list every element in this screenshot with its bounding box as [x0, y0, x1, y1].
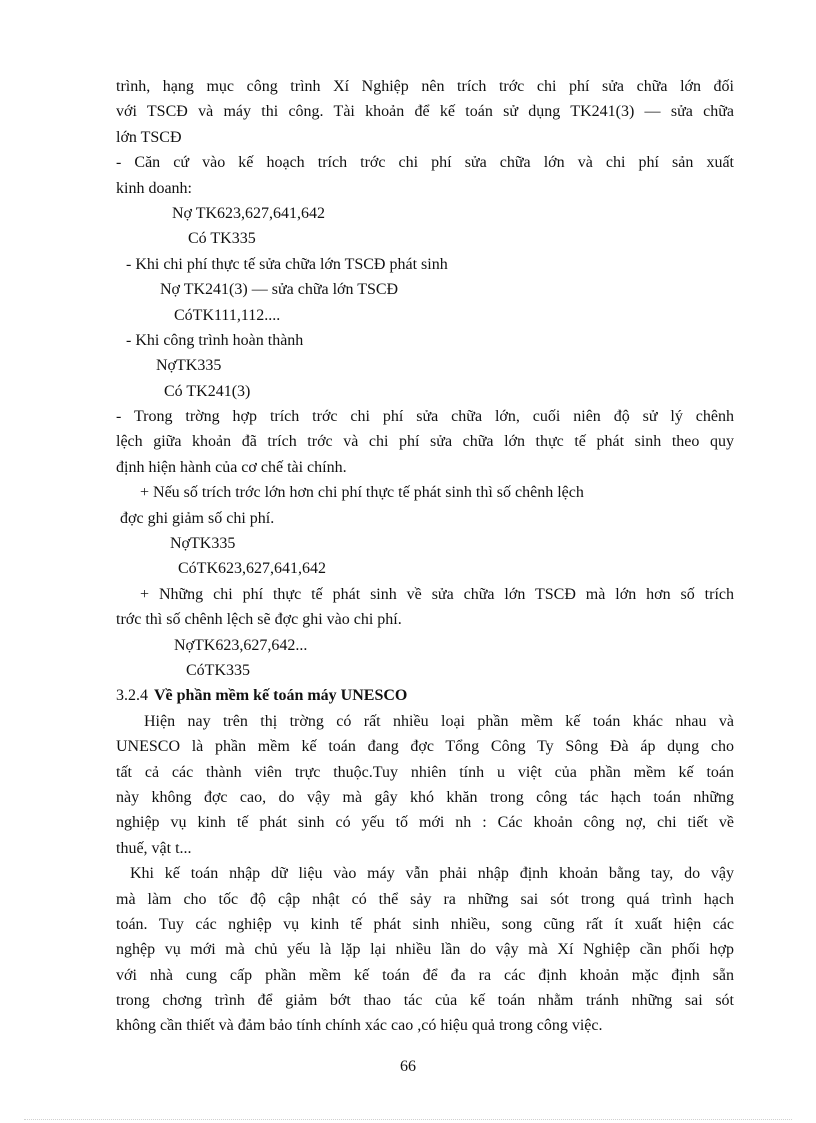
text-line: - Khi chi phí thực tế sửa chữa lớn TSCĐ phát sinh — [126, 255, 448, 273]
page-number: 66 — [400, 1058, 416, 1075]
text-line: - Căn cứ vào kế hoạch trích trớc chi phí sửa chữa lớn và chi phí sản xuất — [116, 154, 734, 172]
text-line: nghiệp vụ kinh tế phát sinh có yếu tố mới nh : Các khoản công nợ, chi tiết về — [116, 814, 734, 832]
text-line: NợTK335 — [156, 357, 222, 375]
text-line: kinh doanh: — [116, 179, 192, 197]
text-line: không cần thiết và đảm bảo tính chính xác cao ,có hiệu quả trong công việc. — [116, 1017, 603, 1035]
text-line: toán. Tuy các nghiệp vụ kinh tế phát sinh nhiều, song cũng rất ít xuất hiện các — [116, 915, 734, 933]
text-line: - Khi công trình hoàn thành — [126, 331, 304, 349]
text-line: Khi kế toán nhập dữ liệu vào máy vẫn phải nhập định khoản bằng tay, do vậy — [130, 865, 734, 883]
text-line: Hiện nay trên thị trờng có rất nhiều loại phần mềm kế toán khác nhau và — [144, 712, 734, 730]
text-line: trong chơng trình để giảm bớt thao tác của kế toán nhằm tránh những sai sót — [116, 992, 734, 1010]
text-line: NợTK623,627,642... — [174, 636, 308, 654]
text-line: + Những chi phí thực tế phát sinh về sửa chữa lớn TSCĐ mà lớn hơn số trích — [140, 585, 734, 603]
text-line: thuế, vật t... — [116, 839, 192, 857]
paragraph-data-entry — [116, 861, 734, 1039]
accounting-entries-section — [116, 74, 734, 683]
text-line: tất cả các thành viên trực thuộc.Tuy nhiên tính u việt của phần mềm kế toán — [116, 763, 734, 781]
text-line: định hiện hành của cơ chế tài chính. — [116, 458, 347, 476]
text-line: đợc ghi giảm số chi phí. — [120, 509, 275, 527]
page-body — [116, 74, 734, 1039]
text-line: này không đợc cao, do vậy mà gây khó khăn trong công tác hạch toán những — [116, 788, 734, 806]
text-line: + Nếu số trích trớc lớn hơn chi phí thực tế phát sinh thì số chênh lệch — [140, 484, 584, 502]
text-line: Có TK241(3) — [164, 382, 251, 400]
section-heading — [116, 683, 734, 708]
text-line: lệch giữa khoản đã trích trớc và chi phí sửa chữa lớn thực tế phát sinh theo quy — [116, 433, 734, 451]
text-line: Nợ TK241(3) — sửa chữa lớn TSCĐ — [160, 281, 399, 299]
text-line: lớn TSCĐ — [116, 128, 182, 146]
text-line: CóTK111,112.... — [174, 306, 281, 324]
text-line: với TSCĐ và máy thi công. Tài khoản để kế toán sử dụng TK241(3) — sửa chữa — [116, 103, 734, 121]
text-line: - Trong trờng hợp trích trớc chi phí sửa chữa lớn, cuối niên độ sử lý chênh — [116, 408, 734, 426]
text-line: UNESCO là phần mềm kế toán đang đợc Tổng Công Ty Sông Đà áp dụng cho — [116, 738, 734, 756]
text-line: mà làm cho tốc độ cập nhật có thể sảy ra những sai sót trong quá trình hạch — [116, 890, 734, 908]
text-line: trình, hạng mục công trình Xí Nghiệp nên trích trớc chi phí sửa chữa lớn đối — [116, 78, 734, 95]
text-line: nghệp vụ mới mà chủ yếu là lặp lại nhiều lần do vậy mà Xí Nghiệp cần phối hợp — [116, 941, 734, 959]
text-line: Có TK335 — [188, 230, 256, 248]
section-number: 3.2.4 — [116, 687, 148, 705]
paragraph-software-overview — [116, 709, 734, 861]
text-line: CóTK623,627,641,642 — [178, 560, 326, 578]
text-line: trớc thì số chênh lệch sẽ đợc ghi vào chi phí. — [116, 611, 402, 629]
text-line: CóTK335 — [186, 661, 250, 679]
text-line: Nợ TK623,627,641,642 — [172, 204, 326, 222]
text-line: với nhà cung cấp phần mềm kế toán để đa ra các định khoản mặc định sẵn — [116, 966, 734, 984]
section-title: Về phần mềm kế toán máy UNESCO — [154, 687, 408, 705]
text-line: NợTK335 — [170, 535, 236, 553]
page-bottom-divider — [24, 1119, 792, 1120]
